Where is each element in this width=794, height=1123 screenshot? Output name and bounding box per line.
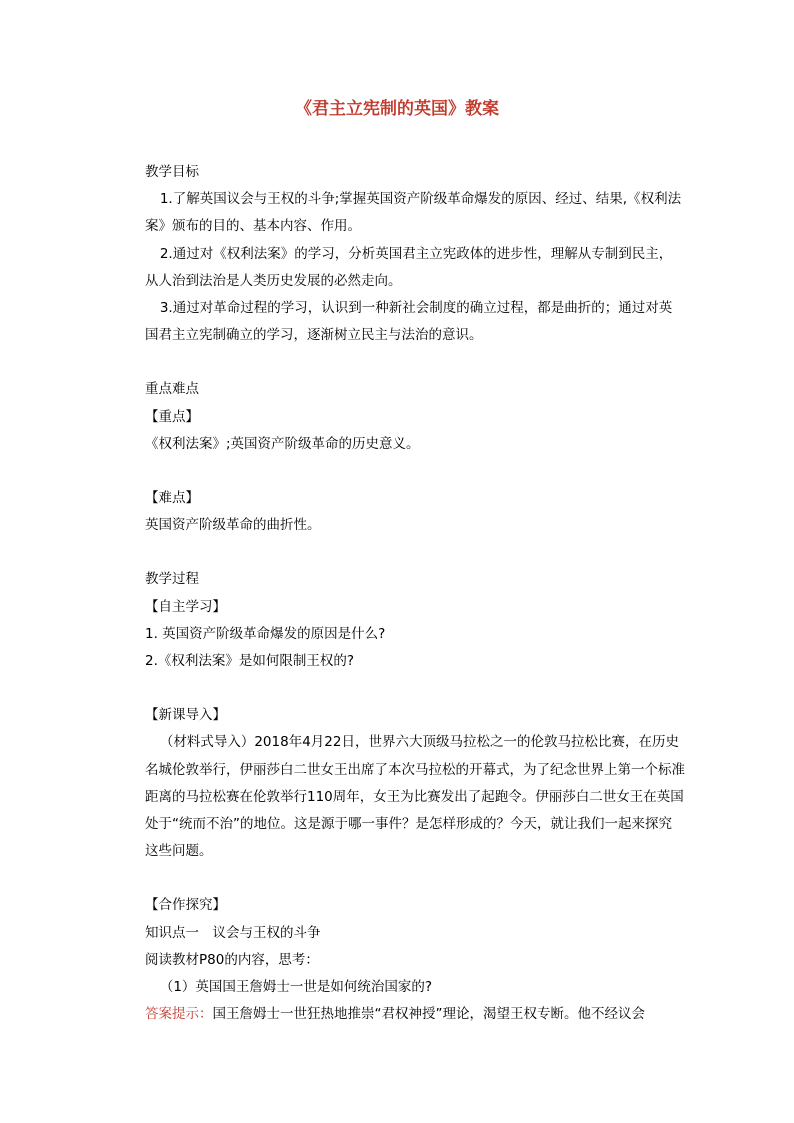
page-title: 《君主立宪制的英国》教案 [295, 99, 499, 119]
difficulty-label: 【难点】 [145, 490, 199, 507]
focus-label: 【重点】 [145, 408, 199, 425]
coop-label: 【合作探究】 [145, 897, 226, 914]
question-1: （1）英国国王詹姆士一世是如何统治国家的? [159, 979, 433, 996]
focus-text: 《权利法案》;英国资产阶级革命的历史意义。 [145, 435, 420, 452]
difficulty-text: 英国资产阶级革命的曲折性。 [145, 517, 321, 534]
knowledge-point: 知识点一 议会与王权的斗争 [145, 924, 321, 941]
key-points-heading: 重点难点 [145, 381, 199, 398]
answer-label: 答案提示： [145, 1006, 213, 1023]
objective-item-3: 3.通过对革命过程的学习，认识到一种新社会制度的确立过程，都是曲折的；通过对英国君主立宪制确立的学习，逐渐树立民主与法治的意识。 [145, 300, 673, 344]
intro-text: （材料式导入）2018年4月22日，世界六大顶级马拉松之一的伦敦马拉松比赛，在历史名城伦敦举行，伊丽莎白二世女王出席了本次马拉松的开幕式，为了纪念世界上第一个标准距离的马拉松赛在伦敦举行110周年，女王为比赛发出了起跑令。伊丽莎白二世女王在英国处于“统而不治”的地位。这是源于哪一事件？是怎样形成的？今天，就让我们一起来探究这些问题。 [145, 734, 685, 860]
self-study-label: 【自主学习】 [145, 598, 226, 615]
intro-label: 【新课导入】 [145, 707, 226, 724]
self-study-item-1: 1. 英国资产阶级革命爆发的原因是什么? [145, 625, 386, 642]
answer-text: 国王詹姆士一世狂热地推崇“君权神授”理论，渴望王权专断。他不经议会 [212, 1006, 645, 1023]
objectives-heading: 教学目标 [145, 164, 199, 180]
answer-paragraph [145, 1001, 685, 1028]
process-heading: 教学过程 [145, 571, 199, 588]
document-body [145, 159, 685, 1028]
reading-instruction: 阅读教材P80的内容，思考： [145, 951, 319, 968]
objective-item-2: 2.通过对《权利法案》的学习，分析英国君主立宪政体的进步性，理解从专制到民主，从人治到法治是人类历史发展的必然走向。 [145, 245, 673, 289]
objective-item-1: 1.了解英国议会与王权的斗争;掌握英国资产阶级革命爆发的原因、经过、结果,《权利法案》颁布的目的、基本内容、作用。 [145, 191, 682, 235]
self-study-item-2: 2.《权利法案》是如何限制王权的? [145, 653, 355, 670]
